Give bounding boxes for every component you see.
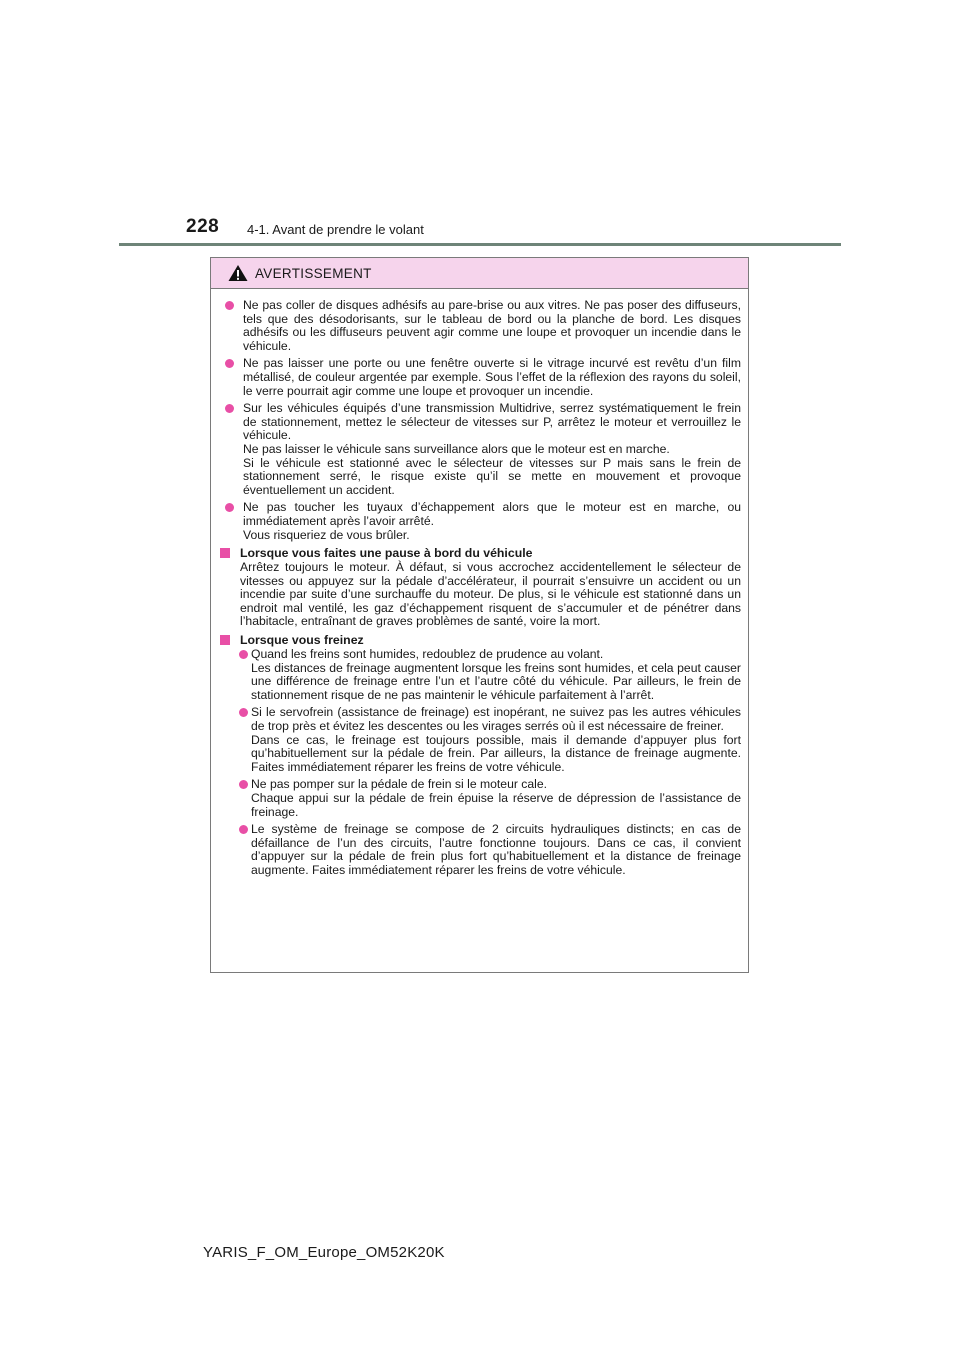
item-paragraph: Si le servofrein (assistance de freinage) est inopérant, ne suivez pas les autres véhicules de trop près et évitez les descentes ou les virages serrés où il est nécessaire de freiner. — [251, 705, 741, 734]
bullet-icon — [239, 780, 248, 789]
bullet-icon — [225, 404, 234, 413]
warning-box — [210, 257, 749, 973]
item-paragraph: Vous risqueriez de vous brûler. — [243, 527, 410, 542]
square-bullet-icon — [220, 635, 230, 645]
square-bullet-icon — [220, 548, 230, 558]
warning-item — [220, 357, 741, 398]
item-paragraph: Chaque appui sur la pédale de frein épuise la réserve de dépression de l’assistance de freinage. — [251, 791, 741, 819]
bullet-icon — [225, 301, 234, 310]
item-paragraph: Si le véhicule est stationné avec le sélecteur de vitesses sur P mais sans le frein de stationnement serré, le risque existe qu’il se mette en mouvement et provoque éventuellement un accident. — [243, 455, 741, 497]
item-paragraph: Ne pas toucher les tuyaux d’échappement alors que le moteur est en marche, ou immédiatement après l’avoir arrêté. — [243, 500, 741, 528]
bullet-icon — [225, 503, 234, 512]
bullet-icon — [239, 650, 248, 659]
warning-triangle-icon — [228, 264, 248, 282]
warning-item — [220, 501, 741, 542]
warning-item — [220, 648, 741, 702]
item-paragraph: Les distances de freinage augmentent lorsque les freins sont humides, et cela peut causer une différence de freinage entre l’un et l’autre côté du véhicule. Par ailleurs, le frein de stationnement risque de ne pas maintenir le véhicule parfaitement à l’arrêt. — [251, 660, 741, 702]
item-paragraph: Ne pas coller de disques adhésifs au pare-brise ou aux vitres. Ne pas poser des diffuseurs, tels que des désodorisants, sur le tableau de bord ou la planche de bord. Les disques adhésifs ou les diffuseurs peuvent agir comme une loupe et provoquer un incendie dans le véhicule. — [243, 298, 741, 353]
section-text: Arrêtez toujours le moteur. À défaut, si vous accrochez accidentellement le sélecteur de vitesses ou appuyez sur la pédale d’accélérateur, il pourrait s’ensuivre un accident ou un incendie par suite d’une surchauffe du moteur. De plus, si le véhicule est stationné dans un endroit mal ventilé, les gaz d’échappement risquent de s’accumuler et de pénétrer dans l’habitacle, entraînant de graves problèmes de santé, voire la mort. — [240, 560, 741, 629]
warning-item — [220, 299, 741, 353]
section-title: 4-1. Avant de prendre le volant — [247, 222, 424, 237]
section-heading-text: Lorsque vous freinez — [240, 633, 364, 648]
warning-item — [220, 823, 741, 877]
item-paragraph: Ne pas pomper sur la pédale de frein si le moteur cale. — [251, 777, 548, 792]
warning-item — [220, 402, 741, 497]
item-paragraph: Ne pas laisser le véhicule sans surveillance alors que le moteur est en marche. — [243, 441, 670, 456]
item-paragraph: Le système de freinage se compose de 2 circuits hydrauliques distincts; en cas de défaillance de l’un des circuits, l’autre fonctionne toujours. Dans ce cas, il convient d’appuyer sur la pédale de frein plus fort qu’habituellement et la distance de freinage augmente. Faites immédiatement réparer les freins de votre véhicule. — [251, 822, 741, 877]
section-heading — [220, 546, 741, 560]
page-number: 228 — [186, 216, 220, 237]
bullet-icon — [225, 359, 234, 368]
warning-item — [220, 706, 741, 774]
bullet-icon — [239, 708, 248, 717]
item-paragraph: Ne pas laisser une porte ou une fenêtre ouverte si le vitrage incurvé est revêtu d’un film métallisé, de couleur argentée par exemple. Sous l’effet de la réflexion des rayons du soleil, le verre pourrait agir comme une loupe et provoquer un incendie. — [243, 356, 741, 398]
section-heading — [220, 633, 741, 647]
warning-section — [220, 633, 741, 878]
warning-header — [211, 258, 748, 289]
bullet-icon — [239, 825, 248, 834]
warning-body — [211, 289, 748, 878]
item-paragraph: Dans ce cas, le freinage est toujours possible, mais il demande d’appuyer plus fort qu’habituellement sur la pédale de frein. Par ailleurs, la distance de freinage augmente. Faites immédiatement réparer les freins de votre véhicule. — [251, 732, 741, 774]
item-paragraph: Quand les freins sont humides, redoublez de prudence au volant. — [251, 647, 604, 662]
header-rule — [119, 243, 841, 246]
warning-section — [220, 546, 741, 629]
footer-code: YARIS_F_OM_Europe_OM52K20K — [203, 1244, 445, 1261]
section-heading-text: Lorsque vous faites une pause à bord du véhicule — [240, 546, 533, 561]
warning-title: AVERTISSEMENT — [255, 265, 372, 281]
item-paragraph: Sur les véhicules équipés d’une transmission Multidrive, serrez systématiquement le frein de stationnement, mettez le sélecteur de vitesses sur P, arrêtez le moteur et verrouillez le véhicule. — [243, 401, 741, 443]
warning-item — [220, 778, 741, 819]
